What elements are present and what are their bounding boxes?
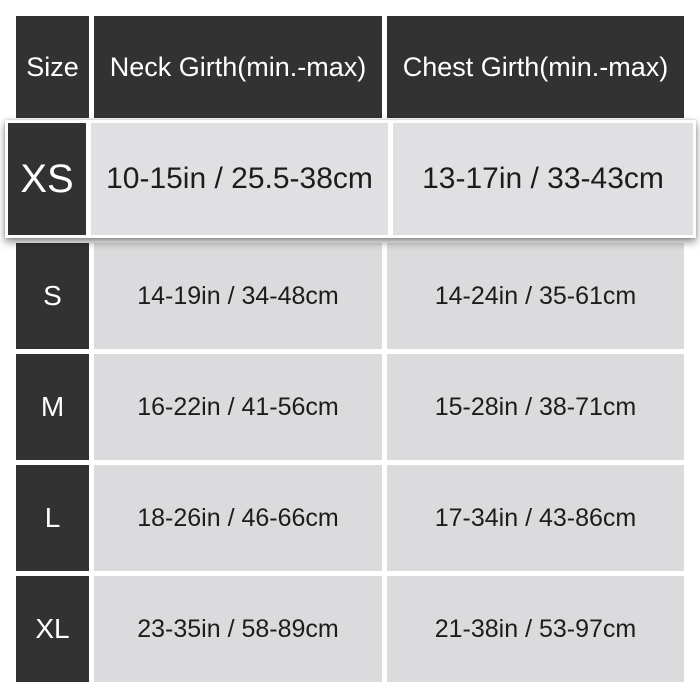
chest-value-cell: 15-28in / 38-71cm (387, 354, 684, 460)
neck-value-cell: 23-35in / 58-89cm (94, 576, 382, 682)
size-label-cell: XS (8, 123, 86, 235)
header-cell-neck-girth: Neck Girth(min.-max) (94, 16, 382, 118)
chest-value-cell: 14-24in / 35-61cm (387, 243, 684, 349)
size-label-cell: L (16, 465, 89, 571)
table-row-xl (16, 576, 684, 682)
table-row-s (16, 243, 684, 349)
neck-value-cell: 14-19in / 34-48cm (94, 243, 382, 349)
header-cell-chest-girth: Chest Girth(min.-max) (387, 16, 684, 118)
neck-value-cell: 10-15in / 25.5-38cm (91, 123, 388, 235)
chest-value-cell: 17-34in / 43-86cm (387, 465, 684, 571)
header-cell-size: Size (16, 16, 89, 118)
neck-value-cell: 16-22in / 41-56cm (94, 354, 382, 460)
neck-value-cell: 18-26in / 46-66cm (94, 465, 382, 571)
header-row (16, 16, 684, 118)
size-label-cell: XL (16, 576, 89, 682)
size-label-cell: S (16, 243, 89, 349)
size-chart-table (16, 16, 684, 687)
chest-value-cell: 13-17in / 33-43cm (393, 123, 693, 235)
table-row-l (16, 465, 684, 571)
table-row-xs-highlighted (5, 120, 696, 238)
size-label-cell: M (16, 354, 89, 460)
chest-value-cell: 21-38in / 53-97cm (387, 576, 684, 682)
table-row-m (16, 354, 684, 460)
